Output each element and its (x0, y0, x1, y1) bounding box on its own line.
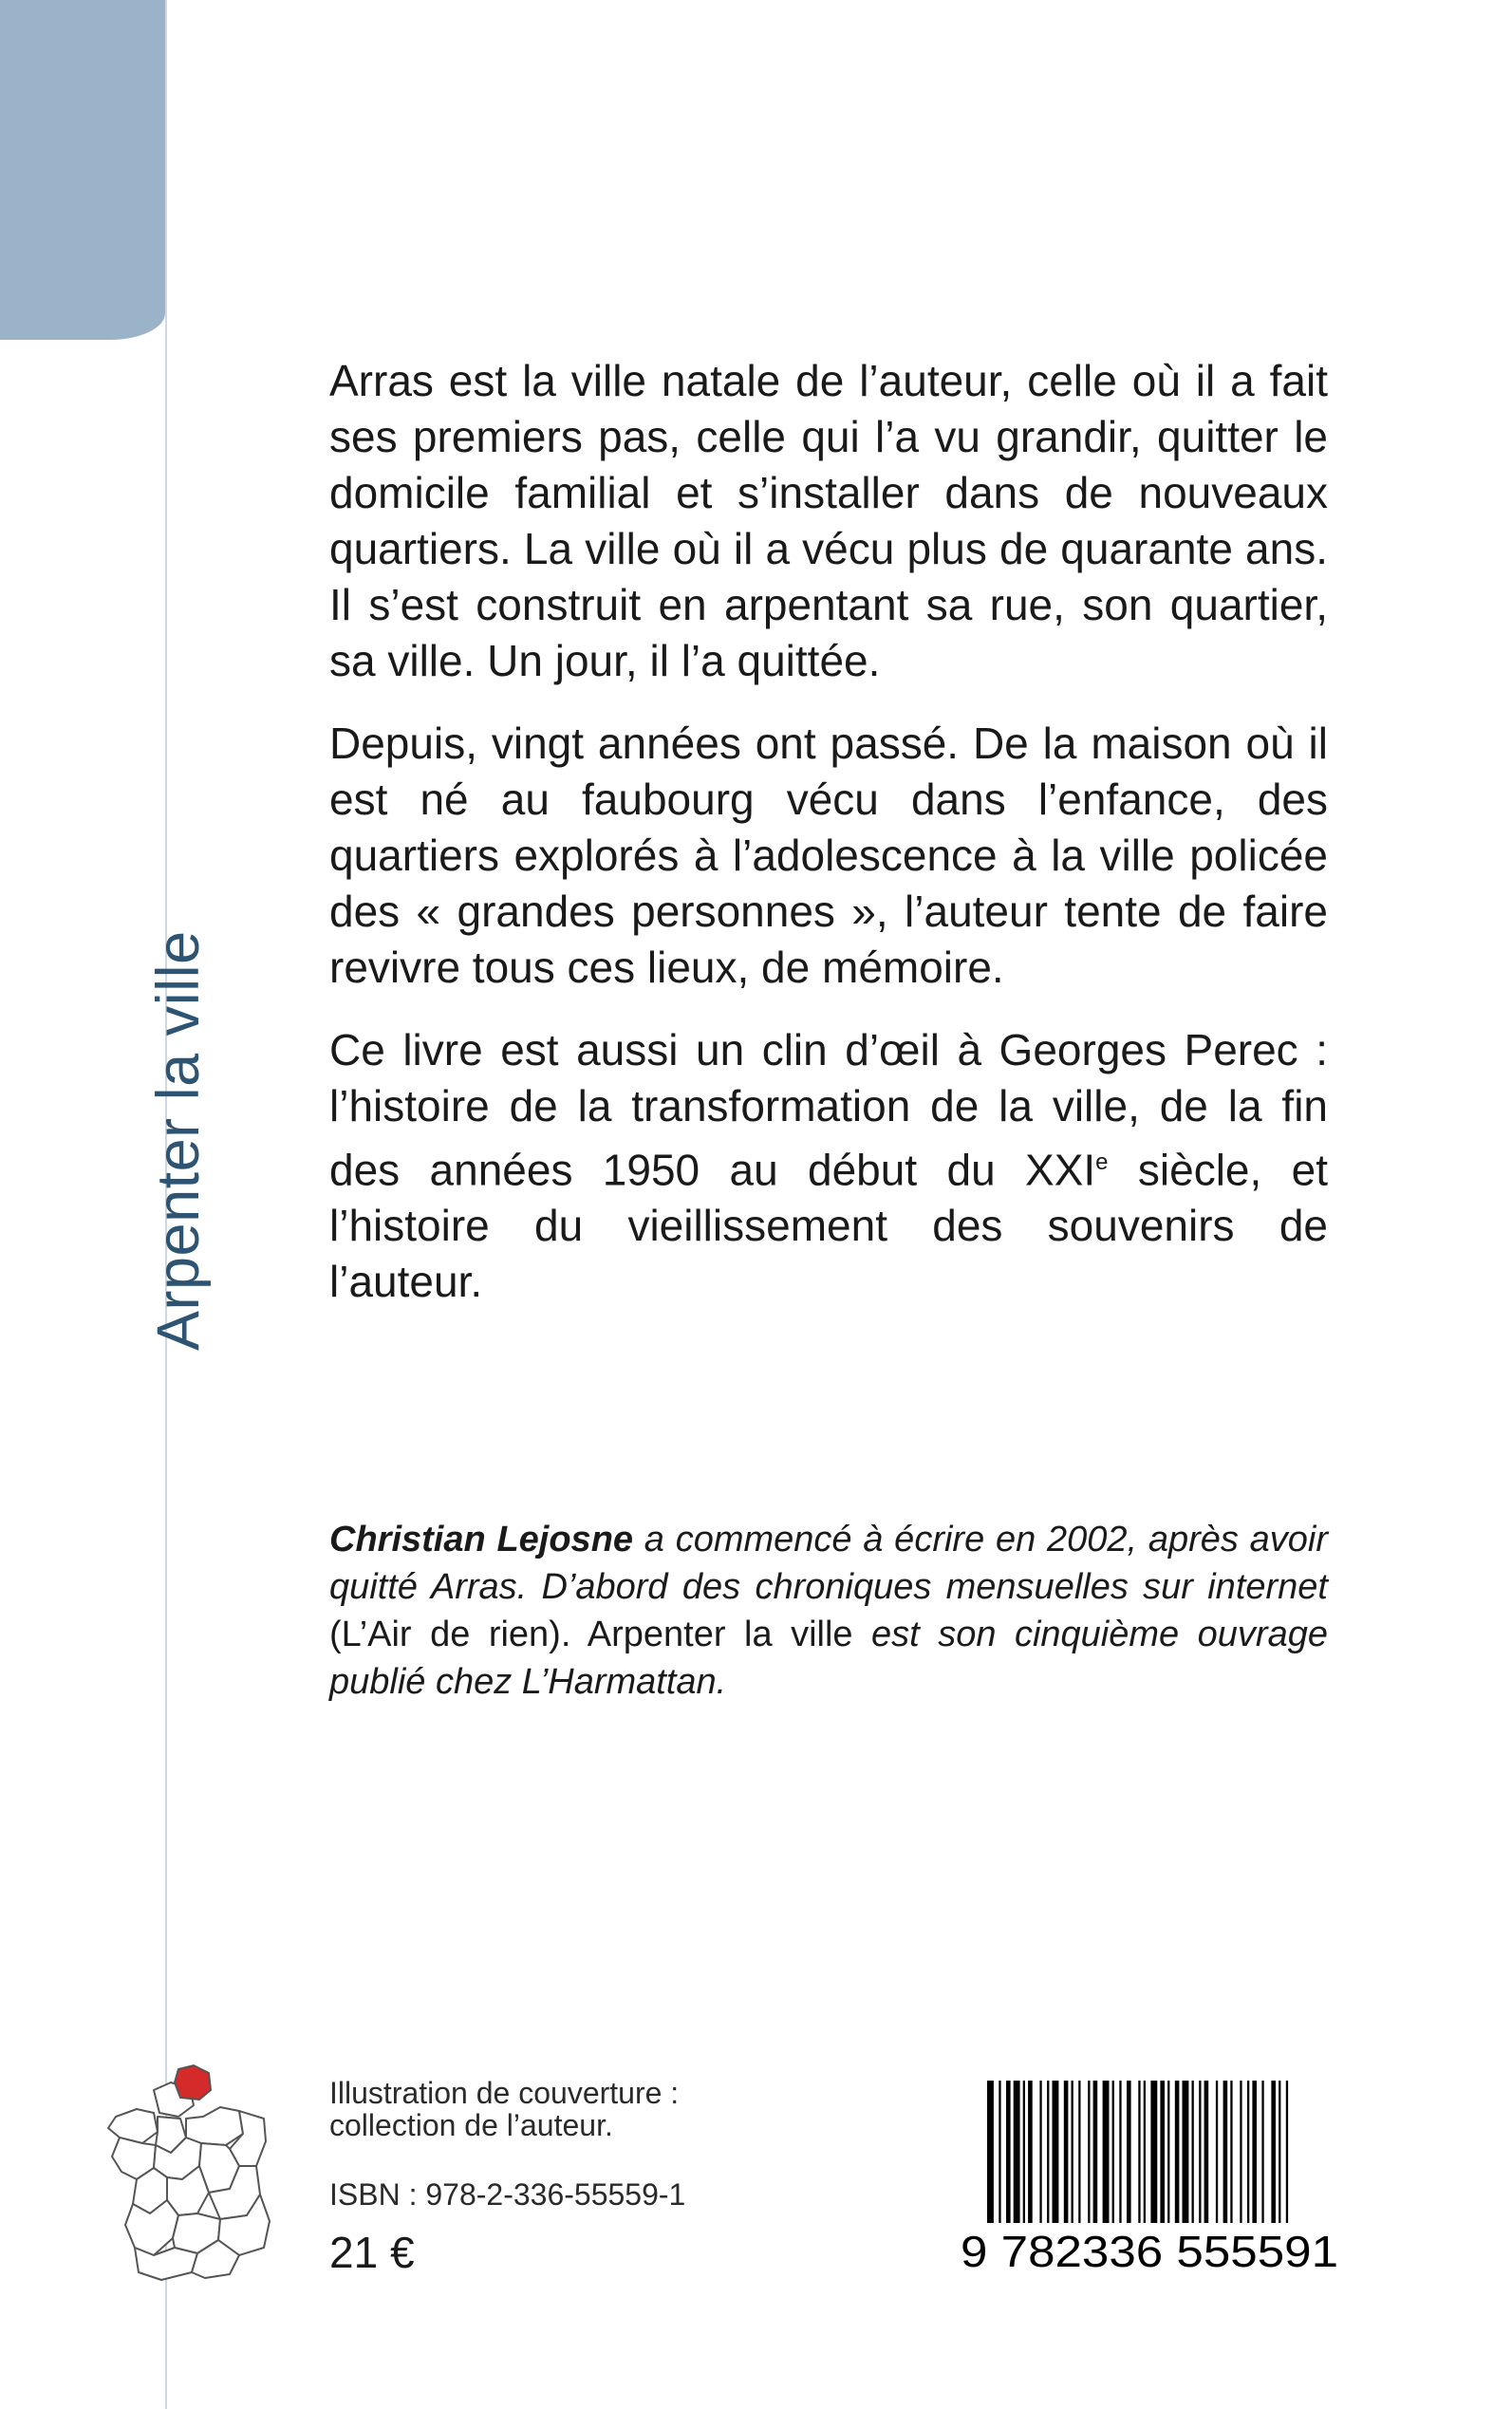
blurb-p3-superscript: e (1095, 1149, 1109, 1175)
barcode-bar (1144, 2081, 1146, 2223)
barcode-bar (1119, 2081, 1121, 2223)
barcode-bars (987, 2081, 1288, 2223)
barcode-bar (1160, 2081, 1165, 2223)
blurb-p3-text-b: siècle, et l’histoire du vieillissement des souvenirs de l’auteur. (329, 1145, 1329, 1307)
barcode-bar (1216, 2081, 1218, 2223)
barcode-bar (1039, 2081, 1041, 2223)
barcode-bar (1252, 2081, 1257, 2223)
barcode-bar (1183, 2081, 1189, 2223)
barcode-bar (1279, 2081, 1280, 2223)
author-name: Christian Lejosne (329, 1520, 634, 1559)
barcode-bar (1247, 2081, 1249, 2223)
cover-credit (329, 2077, 679, 2141)
barcode-bar (1192, 2081, 1194, 2223)
blurb-p3-text-a: Ce livre est aussi un clin d’œil à Georges Perec : l’histoire de la transformation de la ville, de la fin des années 1950 au début du XXI (329, 1025, 1328, 1195)
barcode-bar (1014, 2081, 1020, 2223)
barcode-digits: 9 782336 555591 (961, 2227, 1338, 2272)
barcode-bar (1053, 2081, 1059, 2223)
barcode-bar (999, 2081, 1000, 2223)
author-bio-upright: (L’Air de rien). Arpenter la ville (329, 1615, 853, 1654)
barcode-bar (1175, 2081, 1180, 2223)
isbn: ISBN : 978-2-336-55559-1 (329, 2177, 686, 2212)
back-cover-blurb (329, 353, 1328, 1336)
barcode-bar (1093, 2081, 1098, 2223)
barcode-bar (1103, 2081, 1110, 2223)
barcode-bar (1127, 2081, 1131, 2223)
barcode-bar (1112, 2081, 1114, 2223)
author-bio-text-2: est son cinquième ouvrage publié chez L’Harmattan. (329, 1615, 1328, 1702)
blurb-paragraph-2: Depuis, vingt années ont passé. De la maison où il est né au faubourg vécu dans l’enfance, des quartiers explorés à l’adolescence à la ville policée des « grandes personnes », l’auteur tente de faire revivre tous ces lieux, de mémoire. (329, 719, 1328, 992)
spine-color-band (0, 0, 165, 340)
barcode-bar (1223, 2081, 1228, 2223)
barcode-bar (1230, 2081, 1232, 2223)
barcode-bar (1199, 2081, 1201, 2223)
price: 21 € (329, 2228, 415, 2277)
barcode-bar (1047, 2081, 1049, 2223)
cover-credit-line-1: Illustration de couverture : (329, 2076, 680, 2110)
barcode-bar (1240, 2081, 1241, 2223)
barcode-bar (1023, 2081, 1025, 2223)
barcode-bar (987, 2081, 994, 2223)
barcode-bar (1271, 2081, 1276, 2223)
barcode-bar (1028, 2081, 1033, 2223)
barcode-bar (1138, 2081, 1140, 2223)
barcode-bar (1078, 2081, 1080, 2223)
barcode (961, 2081, 1340, 2272)
blurb-paragraph-3 (329, 1022, 1328, 1310)
barcode-bar (1064, 2081, 1069, 2223)
author-bio (329, 1516, 1328, 1706)
barcode-bar (1204, 2081, 1209, 2223)
barcode-bar (1072, 2081, 1073, 2223)
blurb-paragraph-1: Arras est la ville natale de l’auteur, celle où il a fait ses premiers pas, celle qui l’a vu grandir, quitter le domicile familial et s’installer dans de nouveaux quartiers. La ville où il a vécu plus de quarante ans. Il s’est construit en arpentant sa rue, son quartier, sa ville. Un jour, il l’a quittée. (329, 356, 1328, 685)
barcode-bar (1088, 2081, 1090, 2223)
barcode-bar (1150, 2081, 1157, 2223)
cover-credit-line-2: collection de l’auteur. (329, 2108, 613, 2142)
barcode-bar (1261, 2081, 1263, 2223)
barcode-bar (1167, 2081, 1169, 2223)
france-map-icon (87, 2062, 277, 2289)
author-bio-text-1: a commencé à écrire en 2002, après avoir quitté Arras. D’abord des chroniques mensuelles sur internet (329, 1520, 1329, 1607)
barcode-bar (1006, 2081, 1011, 2223)
spine-title: Arpenter la ville (145, 930, 212, 1351)
barcode-bar (1286, 2081, 1288, 2223)
